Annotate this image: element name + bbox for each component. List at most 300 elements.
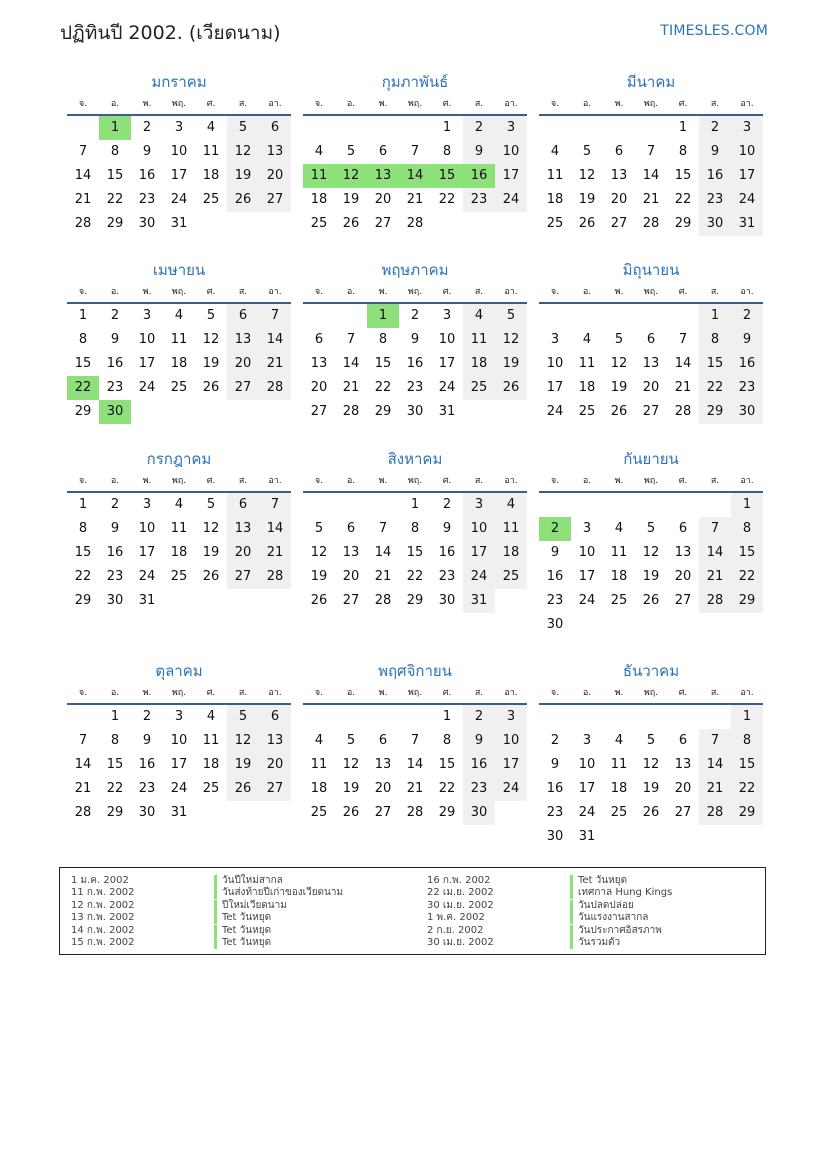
day-cell[interactable]: 14 <box>74 757 92 772</box>
day-cell[interactable]: 23 <box>699 188 731 212</box>
day-cell[interactable]: 17 <box>438 356 456 371</box>
day-cell[interactable]: 24 <box>138 380 156 395</box>
day-cell[interactable]: 29 <box>731 801 763 825</box>
day-cell[interactable]: 28 <box>74 216 92 231</box>
day-cell[interactable]: 25 <box>170 569 188 584</box>
day-cell[interactable]: 14 <box>674 356 692 371</box>
day-cell[interactable]: 20 <box>259 753 291 777</box>
day-cell[interactable]: 17 <box>170 168 188 183</box>
day-cell[interactable]: 12 <box>227 140 259 164</box>
day-cell[interactable]: 8 <box>699 328 731 352</box>
day-cell[interactable]: 1 <box>731 493 763 517</box>
day-cell[interactable]: 4 <box>314 733 324 748</box>
day-cell[interactable]: 16 <box>438 545 456 560</box>
day-cell[interactable]: 25 <box>202 781 220 796</box>
day-cell[interactable]: 1 <box>410 497 420 512</box>
day-cell[interactable]: 27 <box>674 593 692 608</box>
day-cell[interactable]: 25 <box>170 380 188 395</box>
day-cell[interactable]: 13 <box>342 545 360 560</box>
day-cell[interactable]: 23 <box>463 188 495 212</box>
day-cell[interactable]: 28 <box>699 589 731 613</box>
day-cell[interactable]: 4 <box>314 144 324 159</box>
day-cell[interactable]: 13 <box>642 356 660 371</box>
day-cell[interactable]: 10 <box>438 332 456 347</box>
day-cell[interactable]: 9 <box>699 140 731 164</box>
day-cell[interactable]: 27 <box>227 565 259 589</box>
day-cell[interactable]: 26 <box>227 188 259 212</box>
day-cell[interactable]: 30 <box>138 216 156 231</box>
day-cell[interactable]: 22 <box>74 569 92 584</box>
holiday-day-cell[interactable]: 14 <box>399 164 431 188</box>
day-cell[interactable]: 29 <box>731 589 763 613</box>
day-cell[interactable]: 4 <box>174 308 184 323</box>
day-cell[interactable]: 9 <box>142 733 152 748</box>
day-cell[interactable]: 3 <box>550 332 560 347</box>
day-cell[interactable]: 11 <box>495 517 527 541</box>
day-cell[interactable]: 18 <box>310 781 328 796</box>
day-cell[interactable]: 26 <box>227 777 259 801</box>
day-cell[interactable]: 16 <box>463 753 495 777</box>
holiday-day-cell[interactable]: 16 <box>463 164 495 188</box>
day-cell[interactable]: 31 <box>170 216 188 231</box>
day-cell[interactable]: 31 <box>578 829 596 844</box>
day-cell[interactable]: 8 <box>378 332 388 347</box>
day-cell[interactable]: 1 <box>110 709 120 724</box>
day-cell[interactable]: 27 <box>674 805 692 820</box>
day-cell[interactable]: 15 <box>674 168 692 183</box>
day-cell[interactable]: 3 <box>174 709 184 724</box>
day-cell[interactable]: 3 <box>142 308 152 323</box>
day-cell[interactable]: 26 <box>642 593 660 608</box>
day-cell[interactable]: 4 <box>463 304 495 328</box>
day-cell[interactable]: 25 <box>578 404 596 419</box>
day-cell[interactable]: 9 <box>463 729 495 753</box>
day-cell[interactable]: 10 <box>578 757 596 772</box>
holiday-day-cell[interactable]: 15 <box>431 164 463 188</box>
day-cell[interactable]: 18 <box>546 192 564 207</box>
day-cell[interactable]: 17 <box>138 356 156 371</box>
day-cell[interactable]: 9 <box>110 521 120 536</box>
day-cell[interactable]: 1 <box>442 709 452 724</box>
day-cell[interactable]: 7 <box>78 733 88 748</box>
day-cell[interactable]: 16 <box>546 569 564 584</box>
day-cell[interactable]: 1 <box>78 308 88 323</box>
day-cell[interactable]: 14 <box>374 545 392 560</box>
day-cell[interactable]: 23 <box>138 781 156 796</box>
day-cell[interactable]: 19 <box>642 569 660 584</box>
day-cell[interactable]: 28 <box>74 805 92 820</box>
day-cell[interactable]: 18 <box>495 541 527 565</box>
day-cell[interactable]: 10 <box>546 356 564 371</box>
day-cell[interactable]: 30 <box>546 617 564 632</box>
day-cell[interactable]: 5 <box>495 304 527 328</box>
brand-link[interactable]: TIMESLES.COM <box>660 23 768 39</box>
day-cell[interactable]: 14 <box>642 168 660 183</box>
day-cell[interactable]: 27 <box>374 805 392 820</box>
day-cell[interactable]: 5 <box>646 733 656 748</box>
day-cell[interactable]: 29 <box>74 404 92 419</box>
day-cell[interactable]: 13 <box>674 545 692 560</box>
day-cell[interactable]: 25 <box>310 805 328 820</box>
day-cell[interactable]: 13 <box>259 729 291 753</box>
day-cell[interactable]: 29 <box>106 216 124 231</box>
day-cell[interactable]: 18 <box>202 168 220 183</box>
day-cell[interactable]: 11 <box>578 356 596 371</box>
day-cell[interactable]: 12 <box>202 521 220 536</box>
day-cell[interactable]: 1 <box>442 120 452 135</box>
day-cell[interactable]: 6 <box>346 521 356 536</box>
day-cell[interactable]: 27 <box>374 216 392 231</box>
day-cell[interactable]: 9 <box>550 545 560 560</box>
day-cell[interactable]: 20 <box>310 380 328 395</box>
day-cell[interactable]: 2 <box>110 497 120 512</box>
day-cell[interactable]: 12 <box>202 332 220 347</box>
day-cell[interactable]: 22 <box>674 192 692 207</box>
day-cell[interactable]: 25 <box>546 216 564 231</box>
day-cell[interactable]: 6 <box>678 733 688 748</box>
day-cell[interactable]: 24 <box>495 777 527 801</box>
day-cell[interactable]: 24 <box>170 192 188 207</box>
day-cell[interactable]: 28 <box>259 565 291 589</box>
day-cell[interactable]: 10 <box>495 729 527 753</box>
day-cell[interactable]: 8 <box>78 521 88 536</box>
day-cell[interactable]: 25 <box>463 376 495 400</box>
day-cell[interactable]: 24 <box>495 188 527 212</box>
day-cell[interactable]: 21 <box>74 192 92 207</box>
day-cell[interactable]: 9 <box>550 757 560 772</box>
day-cell[interactable]: 14 <box>406 757 424 772</box>
day-cell[interactable]: 12 <box>578 168 596 183</box>
day-cell[interactable]: 3 <box>582 733 592 748</box>
day-cell[interactable]: 26 <box>310 593 328 608</box>
day-cell[interactable]: 13 <box>310 356 328 371</box>
day-cell[interactable]: 18 <box>170 356 188 371</box>
day-cell[interactable]: 25 <box>310 216 328 231</box>
day-cell[interactable]: 30 <box>138 805 156 820</box>
day-cell[interactable]: 12 <box>642 757 660 772</box>
day-cell[interactable]: 1 <box>731 705 763 729</box>
day-cell[interactable]: 21 <box>259 541 291 565</box>
day-cell[interactable]: 23 <box>731 376 763 400</box>
day-cell[interactable]: 5 <box>227 705 259 729</box>
day-cell[interactable]: 5 <box>206 497 216 512</box>
day-cell[interactable]: 3 <box>495 116 527 140</box>
day-cell[interactable]: 28 <box>374 593 392 608</box>
day-cell[interactable]: 23 <box>406 380 424 395</box>
day-cell[interactable]: 22 <box>731 777 763 801</box>
day-cell[interactable]: 11 <box>170 521 188 536</box>
day-cell[interactable]: 21 <box>342 380 360 395</box>
day-cell[interactable]: 23 <box>438 569 456 584</box>
day-cell[interactable]: 16 <box>406 356 424 371</box>
day-cell[interactable]: 23 <box>138 192 156 207</box>
day-cell[interactable]: 13 <box>227 328 259 352</box>
day-cell[interactable]: 14 <box>259 517 291 541</box>
day-cell[interactable]: 22 <box>106 192 124 207</box>
day-cell[interactable]: 17 <box>495 164 527 188</box>
day-cell[interactable]: 10 <box>170 733 188 748</box>
day-cell[interactable]: 22 <box>106 781 124 796</box>
day-cell[interactable]: 30 <box>438 593 456 608</box>
day-cell[interactable]: 16 <box>546 781 564 796</box>
day-cell[interactable]: 30 <box>699 212 731 236</box>
day-cell[interactable]: 19 <box>227 753 259 777</box>
day-cell[interactable]: 29 <box>374 404 392 419</box>
day-cell[interactable]: 2 <box>410 308 420 323</box>
day-cell[interactable]: 20 <box>610 192 628 207</box>
day-cell[interactable]: 4 <box>495 493 527 517</box>
day-cell[interactable]: 4 <box>174 497 184 512</box>
day-cell[interactable]: 22 <box>438 192 456 207</box>
day-cell[interactable]: 3 <box>731 116 763 140</box>
day-cell[interactable]: 22 <box>374 380 392 395</box>
day-cell[interactable]: 28 <box>699 801 731 825</box>
day-cell[interactable]: 7 <box>378 521 388 536</box>
day-cell[interactable]: 22 <box>406 569 424 584</box>
day-cell[interactable]: 20 <box>642 380 660 395</box>
day-cell[interactable]: 20 <box>674 569 692 584</box>
holiday-day-cell[interactable]: 2 <box>539 517 571 541</box>
day-cell[interactable]: 23 <box>546 593 564 608</box>
day-cell[interactable]: 15 <box>74 545 92 560</box>
day-cell[interactable]: 26 <box>642 805 660 820</box>
day-cell[interactable]: 14 <box>259 328 291 352</box>
day-cell[interactable]: 17 <box>546 380 564 395</box>
day-cell[interactable]: 6 <box>259 705 291 729</box>
day-cell[interactable]: 19 <box>227 164 259 188</box>
day-cell[interactable]: 1 <box>78 497 88 512</box>
day-cell[interactable]: 7 <box>699 729 731 753</box>
day-cell[interactable]: 7 <box>259 493 291 517</box>
day-cell[interactable]: 28 <box>406 805 424 820</box>
day-cell[interactable]: 11 <box>610 545 628 560</box>
day-cell[interactable]: 2 <box>463 705 495 729</box>
day-cell[interactable]: 15 <box>406 545 424 560</box>
day-cell[interactable]: 15 <box>74 356 92 371</box>
day-cell[interactable]: 28 <box>406 216 424 231</box>
day-cell[interactable]: 21 <box>642 192 660 207</box>
day-cell[interactable]: 24 <box>731 188 763 212</box>
day-cell[interactable]: 6 <box>259 116 291 140</box>
day-cell[interactable]: 19 <box>310 569 328 584</box>
day-cell[interactable]: 23 <box>106 569 124 584</box>
day-cell[interactable]: 25 <box>610 593 628 608</box>
day-cell[interactable]: 26 <box>342 805 360 820</box>
day-cell[interactable]: 21 <box>406 192 424 207</box>
day-cell[interactable]: 11 <box>170 332 188 347</box>
day-cell[interactable]: 11 <box>202 733 220 748</box>
day-cell[interactable]: 26 <box>342 216 360 231</box>
day-cell[interactable]: 27 <box>642 404 660 419</box>
day-cell[interactable]: 5 <box>646 521 656 536</box>
day-cell[interactable]: 21 <box>74 781 92 796</box>
day-cell[interactable]: 23 <box>106 380 124 395</box>
day-cell[interactable]: 6 <box>646 332 656 347</box>
day-cell[interactable]: 7 <box>410 733 420 748</box>
day-cell[interactable]: 27 <box>342 593 360 608</box>
day-cell[interactable]: 22 <box>731 565 763 589</box>
day-cell[interactable]: 15 <box>106 168 124 183</box>
day-cell[interactable]: 24 <box>170 781 188 796</box>
day-cell[interactable]: 9 <box>110 332 120 347</box>
day-cell[interactable]: 30 <box>731 400 763 424</box>
day-cell[interactable]: 18 <box>610 569 628 584</box>
day-cell[interactable]: 30 <box>546 829 564 844</box>
day-cell[interactable]: 3 <box>442 308 452 323</box>
day-cell[interactable]: 17 <box>578 781 596 796</box>
day-cell[interactable]: 7 <box>410 144 420 159</box>
day-cell[interactable]: 1 <box>699 304 731 328</box>
day-cell[interactable]: 4 <box>614 521 624 536</box>
day-cell[interactable]: 24 <box>138 569 156 584</box>
day-cell[interactable]: 7 <box>646 144 656 159</box>
day-cell[interactable]: 10 <box>731 140 763 164</box>
day-cell[interactable]: 29 <box>74 593 92 608</box>
day-cell[interactable]: 28 <box>342 404 360 419</box>
day-cell[interactable]: 8 <box>678 144 688 159</box>
day-cell[interactable]: 21 <box>259 352 291 376</box>
day-cell[interactable]: 23 <box>463 777 495 801</box>
day-cell[interactable]: 24 <box>546 404 564 419</box>
day-cell[interactable]: 17 <box>731 164 763 188</box>
day-cell[interactable]: 26 <box>202 569 220 584</box>
day-cell[interactable]: 16 <box>731 352 763 376</box>
day-cell[interactable]: 26 <box>495 376 527 400</box>
day-cell[interactable]: 5 <box>227 116 259 140</box>
day-cell[interactable]: 28 <box>674 404 692 419</box>
day-cell[interactable]: 26 <box>610 404 628 419</box>
day-cell[interactable]: 3 <box>495 705 527 729</box>
day-cell[interactable]: 8 <box>442 733 452 748</box>
day-cell[interactable]: 11 <box>463 328 495 352</box>
day-cell[interactable]: 20 <box>227 541 259 565</box>
day-cell[interactable]: 19 <box>578 192 596 207</box>
day-cell[interactable]: 29 <box>406 593 424 608</box>
day-cell[interactable]: 8 <box>731 729 763 753</box>
day-cell[interactable]: 16 <box>138 757 156 772</box>
day-cell[interactable]: 29 <box>106 805 124 820</box>
day-cell[interactable]: 7 <box>78 144 88 159</box>
day-cell[interactable]: 24 <box>578 593 596 608</box>
day-cell[interactable]: 8 <box>410 521 420 536</box>
day-cell[interactable]: 8 <box>110 733 120 748</box>
day-cell[interactable]: 4 <box>206 120 216 135</box>
day-cell[interactable]: 12 <box>495 328 527 352</box>
day-cell[interactable]: 11 <box>310 757 328 772</box>
day-cell[interactable]: 16 <box>106 356 124 371</box>
day-cell[interactable]: 20 <box>259 164 291 188</box>
day-cell[interactable]: 30 <box>406 404 424 419</box>
day-cell[interactable]: 10 <box>495 140 527 164</box>
day-cell[interactable]: 13 <box>259 140 291 164</box>
day-cell[interactable]: 19 <box>642 781 660 796</box>
day-cell[interactable]: 10 <box>578 545 596 560</box>
day-cell[interactable]: 20 <box>227 352 259 376</box>
day-cell[interactable]: 13 <box>374 757 392 772</box>
day-cell[interactable]: 14 <box>699 541 731 565</box>
day-cell[interactable]: 27 <box>310 404 328 419</box>
day-cell[interactable]: 27 <box>227 376 259 400</box>
day-cell[interactable]: 15 <box>699 352 731 376</box>
day-cell[interactable]: 3 <box>582 521 592 536</box>
day-cell[interactable]: 22 <box>699 376 731 400</box>
day-cell[interactable]: 29 <box>674 216 692 231</box>
day-cell[interactable]: 18 <box>310 192 328 207</box>
day-cell[interactable]: 13 <box>227 517 259 541</box>
day-cell[interactable]: 9 <box>463 140 495 164</box>
day-cell[interactable]: 28 <box>642 216 660 231</box>
day-cell[interactable]: 2 <box>142 120 152 135</box>
day-cell[interactable]: 15 <box>374 356 392 371</box>
day-cell[interactable]: 6 <box>614 144 624 159</box>
day-cell[interactable]: 31 <box>731 212 763 236</box>
day-cell[interactable]: 20 <box>374 192 392 207</box>
day-cell[interactable]: 8 <box>442 144 452 159</box>
day-cell[interactable]: 5 <box>346 733 356 748</box>
day-cell[interactable]: 21 <box>699 565 731 589</box>
day-cell[interactable]: 12 <box>642 545 660 560</box>
day-cell[interactable]: 18 <box>463 352 495 376</box>
day-cell[interactable]: 6 <box>314 332 324 347</box>
day-cell[interactable]: 13 <box>610 168 628 183</box>
day-cell[interactable]: 24 <box>438 380 456 395</box>
day-cell[interactable]: 19 <box>202 356 220 371</box>
day-cell[interactable]: 27 <box>259 777 291 801</box>
day-cell[interactable]: 19 <box>495 352 527 376</box>
day-cell[interactable]: 31 <box>438 404 456 419</box>
day-cell[interactable]: 24 <box>578 805 596 820</box>
day-cell[interactable]: 4 <box>614 733 624 748</box>
day-cell[interactable]: 8 <box>110 144 120 159</box>
day-cell[interactable]: 25 <box>610 805 628 820</box>
day-cell[interactable]: 15 <box>731 541 763 565</box>
day-cell[interactable]: 25 <box>202 192 220 207</box>
day-cell[interactable]: 4 <box>550 144 560 159</box>
day-cell[interactable]: 21 <box>374 569 392 584</box>
day-cell[interactable]: 9 <box>410 332 420 347</box>
day-cell[interactable]: 9 <box>731 328 763 352</box>
day-cell[interactable]: 19 <box>202 545 220 560</box>
day-cell[interactable]: 2 <box>110 308 120 323</box>
day-cell[interactable]: 11 <box>610 757 628 772</box>
day-cell[interactable]: 10 <box>138 521 156 536</box>
holiday-day-cell[interactable]: 1 <box>99 116 131 140</box>
day-cell[interactable]: 14 <box>342 356 360 371</box>
day-cell[interactable]: 16 <box>106 545 124 560</box>
day-cell[interactable]: 21 <box>406 781 424 796</box>
day-cell[interactable]: 2 <box>142 709 152 724</box>
day-cell[interactable]: 20 <box>674 781 692 796</box>
day-cell[interactable]: 4 <box>582 332 592 347</box>
day-cell[interactable]: 9 <box>142 144 152 159</box>
day-cell[interactable]: 26 <box>202 380 220 395</box>
holiday-day-cell[interactable]: 1 <box>367 304 399 328</box>
day-cell[interactable]: 14 <box>74 168 92 183</box>
day-cell[interactable]: 30 <box>106 593 124 608</box>
day-cell[interactable]: 30 <box>463 801 495 825</box>
day-cell[interactable]: 17 <box>170 757 188 772</box>
day-cell[interactable]: 17 <box>138 545 156 560</box>
day-cell[interactable]: 7 <box>678 332 688 347</box>
day-cell[interactable]: 6 <box>227 493 259 517</box>
day-cell[interactable]: 27 <box>610 216 628 231</box>
day-cell[interactable]: 27 <box>259 188 291 212</box>
day-cell[interactable]: 20 <box>374 781 392 796</box>
holiday-day-cell[interactable]: 12 <box>335 164 367 188</box>
day-cell[interactable]: 6 <box>678 521 688 536</box>
day-cell[interactable]: 23 <box>546 805 564 820</box>
day-cell[interactable]: 19 <box>610 380 628 395</box>
